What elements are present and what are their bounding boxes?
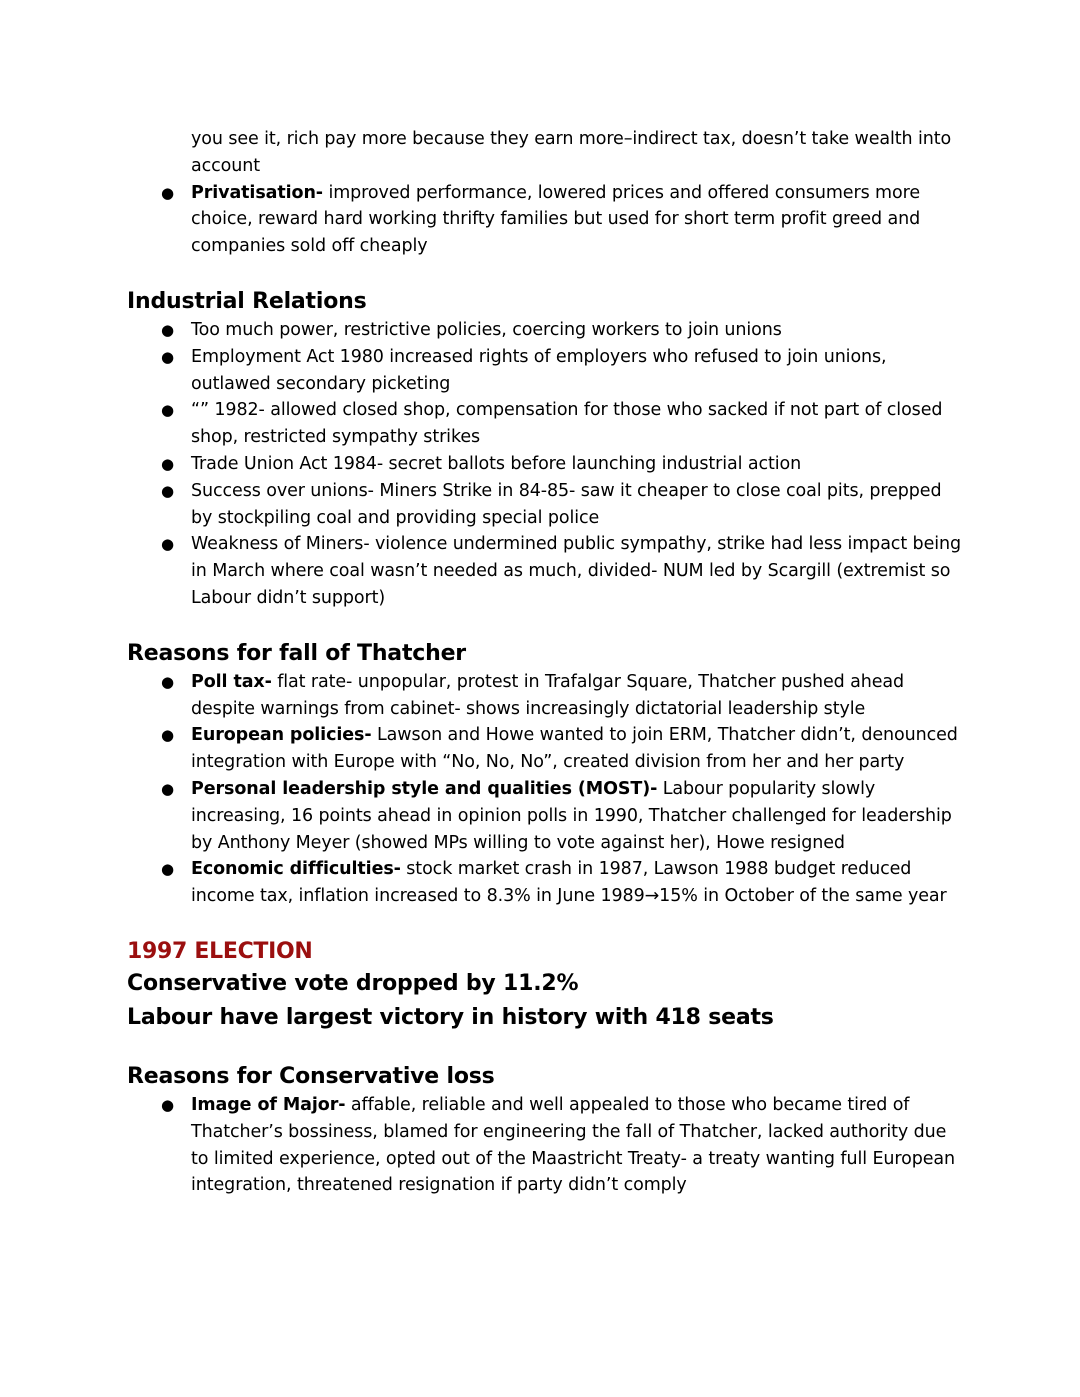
fall-of-thatcher-heading: Reasons for fall of Thatcher [127,640,466,666]
list-item [127,669,967,723]
tax-continuation-text: you see it, rich pay more because they earn more–indirect tax, doesn’t take wealth into account [191,129,952,176]
election-1997-line-1: Conservative vote dropped by 11.2% [127,970,579,996]
item-lead: Economic difficulties- [191,859,401,880]
conservative-loss-list [127,1092,967,1199]
list-item [127,317,967,344]
list-item [127,1092,967,1199]
list-item [127,344,967,398]
item-lead: Personal leadership style and qualities (MOST)- [191,778,658,799]
bullet-icon: ● [161,1095,174,1114]
bullet-icon: ● [161,672,174,691]
item-text: “” 1982- allowed closed shop, compensation for those who sacked if not part of closed shop, restricted sympathy strikes [191,400,943,448]
item-text: Too much power, restrictive policies, coercing workers to join unions [191,319,782,340]
list-item [127,451,967,478]
list-item [127,180,967,260]
intro-list [127,180,967,260]
bullet-icon: ● [161,347,174,366]
item-text: improved performance, lowered prices and offered consumers more choice, reward hard working thrifty families but used for short term profit greed and companies sold off cheaply [191,182,921,257]
bullet-icon: ● [161,535,174,554]
item-lead: Poll tax- [191,671,272,692]
bullet-icon: ● [161,454,174,473]
item-text: Employment Act 1980 increased rights of employers who refused to join unions, outlawed secondary picketing [191,346,887,394]
item-lead: Privatisation- [191,182,323,203]
bullet-icon: ● [161,860,174,879]
list-item [127,478,967,532]
bullet-icon: ● [161,183,174,202]
list-item [127,397,967,451]
election-1997-line-2: Labour have largest victory in history with 418 seats [127,1004,774,1030]
list-item [127,776,967,856]
item-text: Trade Union Act 1984- secret ballots before launching industrial action [191,453,802,474]
industrial-relations-heading: Industrial Relations [127,288,367,314]
bullet-icon: ● [161,779,174,798]
item-lead: European policies- [191,725,372,746]
item-text: flat rate- unpopular, protest in Trafalgar Square, Thatcher pushed ahead despite warnings from cabinet- shows increasingly dictatorial leadership style [191,671,905,719]
list-item [127,856,967,910]
document-content [127,126,967,1199]
item-text: Success over unions- Miners Strike in 84-85- saw it cheaper to close coal pits, prepped by stockpiling coal and providing special police [191,480,942,528]
bullet-icon: ● [161,726,174,745]
bullet-icon: ● [161,320,174,339]
item-text: Lawson and Howe wanted to join ERM, Thatcher didn’t, denounced integration with Europe with “No, No, No”, created division from her and her party [191,725,958,773]
conservative-loss-heading: Reasons for Conservative loss [127,1063,495,1089]
item-lead: Image of Major- [191,1094,346,1115]
election-1997-heading: 1997 ELECTION [127,938,313,964]
bullet-icon: ● [161,481,174,500]
list-item [127,531,967,611]
item-text: Weakness of Miners- violence undermined public sympathy, strike had less impact being in March where coal wasn’t needed as much, divided- NUM led by Scargill (extremist so Labour didn’t support) [191,534,961,608]
industrial-relations-list [127,317,967,612]
fall-of-thatcher-list [127,669,967,910]
bullet-icon: ● [161,401,174,420]
list-item [127,722,967,776]
item-text: stock market crash in 1987, Lawson 1988 budget reduced income tax, inflation increased to 8.3% in June 1989→15% in October of the same year [191,859,947,907]
item-text: affable, reliable and well appealed to those who became tired of Thatcher’s bossiness, blamed for engineering the fall of Thatcher, lacked authority due to limited experience, opted out of the Maastricht Treaty- a treaty wanting full European integration, threatened resignation if party didn’t comply [191,1094,955,1196]
item-text: Labour popularity slowly increasing, 16 points ahead in opinion polls in 1990, Thatcher challenged for leadership by Anthony Meyer (showed MPs willing to vote against her), Howe resigned [191,778,952,853]
